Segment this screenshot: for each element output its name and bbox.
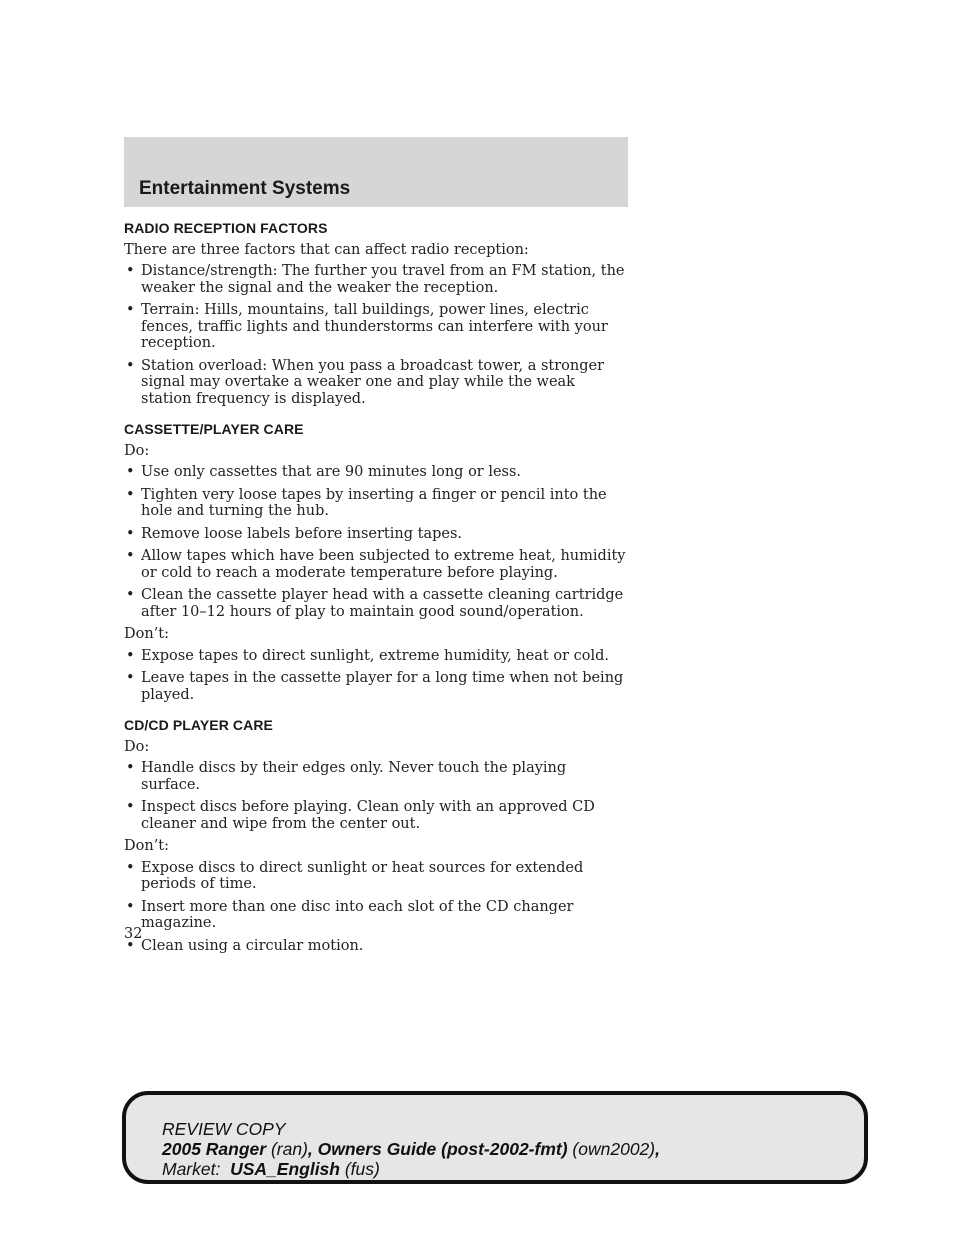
market-name: USA_English [230,1159,340,1179]
cd-do-label: Do: [124,738,150,755]
review-copy-text [162,1119,660,1179]
list-item: • Insert more than one disc into each slot of the CD changer magazine. [124,899,628,932]
list-item: • Expose discs to direct sunlight or heat sources for extended periods of time. [124,860,628,893]
market-label: Market: [162,1159,221,1179]
guide-code: (own2002) [572,1139,656,1159]
list-item: • Distance/strength: The further you travel from an FM station, the weaker the signal and the weaker the reception. [124,263,628,296]
page-number: 32 [124,926,143,942]
line-comma: , [655,1139,660,1159]
list-item: • Leave tapes in the cassette player for a long time when not being played. [124,670,628,703]
cassette-do-list [124,464,628,620]
cd-dont-list [124,860,628,955]
guide-name: , Owners Guide (post-2002-fmt) [307,1139,568,1159]
list-item: • Inspect discs before playing. Clean only with an approved CD cleaner and wipe from the center out. [124,799,628,832]
list-item: • Terrain: Hills, mountains, tall buildings, power lines, electric fences, traffic lights and thunderstorms can interfere with your reception. [124,302,628,352]
list-item: • Handle discs by their edges only. Never touch the playing surface. [124,760,628,793]
list-item: • Expose tapes to direct sunlight, extreme humidity, heat or cold. [124,648,628,665]
market-code: (fus) [344,1159,380,1179]
list-item: • Tighten very loose tapes by inserting a finger or pencil into the hole and turning the hub. [124,487,628,520]
model-code: (ran) [270,1139,308,1159]
radio-factors-list [124,263,628,407]
cassette-do-label: Do: [124,442,150,459]
cd-dont-label: Don’t: [124,838,170,854]
review-market-line [162,1159,660,1179]
model-name: 2005 Ranger [162,1139,267,1159]
section-title: Entertainment Systems [139,178,351,199]
list-item: • Station overload: When you pass a broadcast tower, a stronger signal may overtake a weaker one and play while the weak station frequency is displayed. [124,358,628,408]
page-content [124,220,628,960]
cassette-dont-label: Don’t: [124,626,170,642]
cd-do-list [124,760,628,832]
list-item: • Allow tapes which have been subjected to extreme heat, humidity or cold to reach a moderate temperature before playing. [124,548,628,581]
list-item: • Clean the cassette player head with a cassette cleaning cartridge after 10–12 hours of play to maintain good sound/operation. [124,587,628,620]
list-item: • Clean using a circular motion. [124,938,628,955]
list-item: • Use only cassettes that are 90 minutes long or less. [124,464,628,481]
cassette-dont-list [124,648,628,704]
radio-intro: There are three factors that can affect radio reception: [124,241,529,258]
heading-radio-reception: RADIO RECEPTION FACTORS [124,220,328,236]
review-copy-box [122,1091,868,1184]
heading-cassette-care: CASSETTE/PLAYER CARE [124,421,304,437]
heading-cd-care: CD/CD PLAYER CARE [124,717,273,733]
section-header-band [124,137,628,207]
review-model-line [162,1139,660,1159]
list-item: • Remove loose labels before inserting tapes. [124,526,628,543]
review-copy-label: REVIEW COPY [162,1119,286,1139]
